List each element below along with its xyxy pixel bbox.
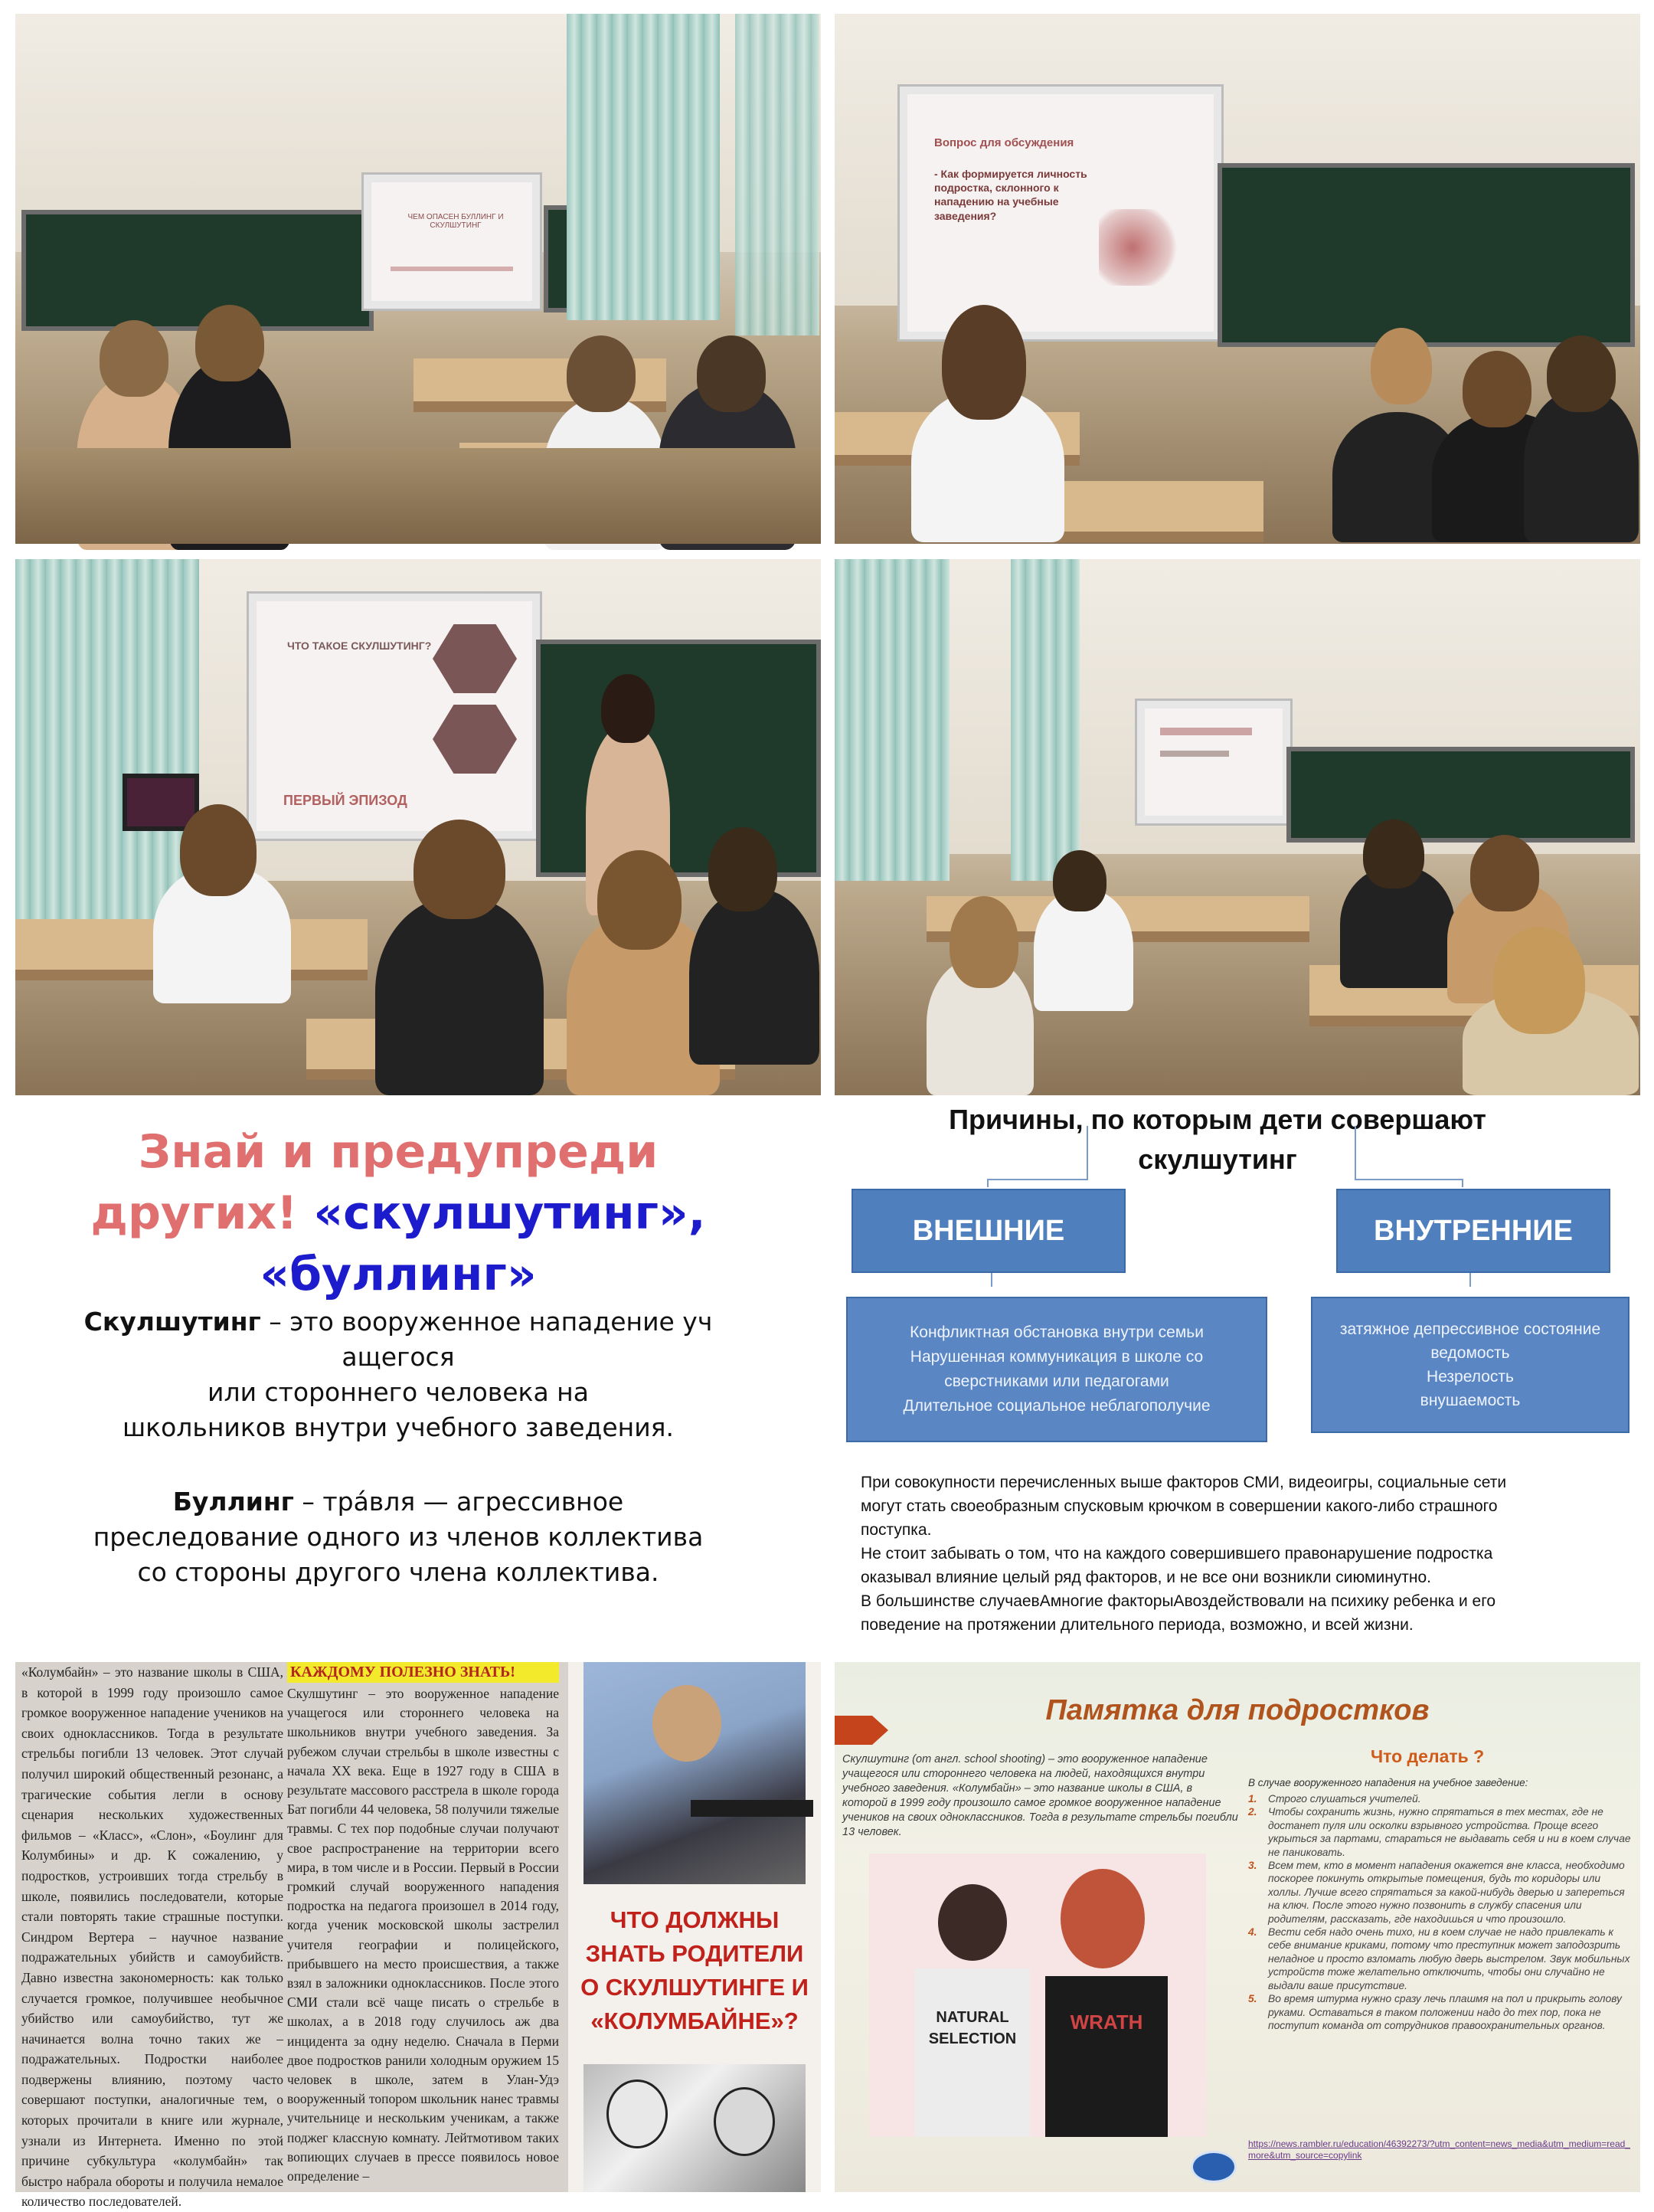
memo-list-number: 2. — [1248, 1806, 1257, 1818]
def1-text-c: или стороннего человека на — [208, 1377, 589, 1407]
illustration-head — [652, 1685, 721, 1762]
newspaper-clipping — [15, 1662, 821, 2210]
chalkboard — [536, 640, 821, 877]
def2-text-c: со стороны другого члена коллектива. — [137, 1557, 659, 1587]
def1-text-a: – это вооруженное нападение уч — [260, 1307, 713, 1337]
memo-list-text: Во время штурма нужно сразу лечь плашмя на пол и прикрыть голову руками. Оставаться в таком положении надо до тех пор, пока не поступит команда от сотрудников правоохранительных органов. — [1268, 1993, 1622, 2031]
illustration-rifle — [691, 1800, 813, 1817]
external-item-2: Нарушенная коммуникация в школе со — [910, 1348, 1204, 1366]
slide-title: ЧТО ТАКОЕ СКУЛШУТИНГ? — [287, 640, 432, 652]
slide-title: Вопрос для обсуждения — [934, 136, 1074, 149]
memo-title: Памятка для подростков — [1045, 1694, 1430, 1726]
newspaper-header: КАЖДОМУ ПОЛЕЗНО ЗНАТЬ! — [287, 1662, 559, 1683]
def1-term: Скулшутинг — [83, 1307, 261, 1337]
def2-term: Буллинг — [172, 1487, 294, 1517]
slide-footer: ПЕРВЫЙ ЭПИЗОД — [283, 793, 407, 808]
def1-line1 — [15, 1304, 781, 1340]
memo-what-to-do: Что делать ? — [1371, 1746, 1485, 1766]
student-head — [697, 335, 766, 412]
photo-classroom-2 — [835, 14, 1640, 544]
student — [689, 888, 819, 1065]
memo-list-number: 3. — [1248, 1860, 1257, 1872]
slide-hexagon — [433, 705, 517, 774]
projector-screen — [1137, 701, 1290, 823]
definition-skulshuting — [15, 1304, 781, 1445]
window-blinds-2 — [1011, 559, 1080, 881]
external-item-1: Конфликтная обстановка внутри семьи — [910, 1324, 1204, 1341]
slide-hexagon — [433, 624, 517, 693]
internal-item-4: внушаемость — [1420, 1392, 1521, 1409]
slide-decoration — [391, 267, 513, 271]
teen-right-head — [1061, 1869, 1145, 1968]
paragraph-line-5: оказывал влияние целый ряд факторов, и не все они возникли сиюминутно. — [861, 1569, 1432, 1586]
student-head — [1547, 335, 1616, 412]
def2-text-a: – тра́вля — агрессивное — [293, 1487, 624, 1517]
memo-list-number: 4. — [1248, 1926, 1257, 1939]
diagram-paragraph — [861, 1471, 1634, 1637]
window-blinds — [567, 14, 720, 320]
external-item-4: Длительное социальное неблагополучие — [903, 1397, 1211, 1415]
memo-list-item — [1248, 1805, 1631, 1859]
chalkboard — [1218, 163, 1635, 347]
poster-title-line2 — [15, 1183, 781, 1244]
memo-list-intro: В случае вооруженного нападения на учебное заведение: — [1248, 1777, 1528, 1788]
memo-list-item — [1248, 1992, 1631, 2032]
poster-title-line1: Знай и предупреди — [138, 1125, 659, 1179]
window-blinds — [15, 559, 199, 927]
poster-title-line2-red: других! — [90, 1186, 314, 1240]
student-head — [950, 896, 1018, 988]
def1-text-d: школьников внутри учебного заведения. — [122, 1412, 675, 1442]
slide-text: ЧЕМ ОПАСЕН БУЛЛИНГ И СКУЛШУТИНГ — [407, 213, 504, 230]
memo-left-text: Скулшутинг (от англ. school shooting) – это вооруженное нападение учащегося или стороннего человека на людей, находящихся внутри учебного заведения. «Колумбайн» – это название школы в США, в которой в 1999 году произошло самое громкое вооруженное нападение учеников на своих одноклассников. Тогда в результате стрельбы погибли 13 человек. — [842, 1753, 1238, 1838]
student — [375, 896, 544, 1095]
internal-box: ВНУТРЕННИЕ — [1336, 1189, 1610, 1273]
student-head — [100, 320, 168, 397]
newspaper-column-2 — [287, 1662, 559, 2192]
student-head — [1363, 820, 1424, 888]
memo-list-text: Чтобы сохранить жизнь, нужно спрятаться в тех местах, где не достанет пуля или осколки взрывного устройства. Проще всего укрыться за партами, стараться не выдавать себя и ни в коем случае не паниковать. — [1268, 1806, 1631, 1858]
definition-bulling — [15, 1484, 781, 1590]
photo-classroom-4 — [835, 559, 1640, 1095]
memo-illustration — [869, 1854, 1206, 2137]
student-head — [708, 827, 777, 911]
diagram-title-line1: Причины, по которым дети совершают — [949, 1104, 1486, 1135]
student-head — [414, 820, 505, 919]
projector-screen — [364, 175, 540, 309]
teacher-head — [601, 674, 655, 743]
window-blinds — [835, 559, 950, 881]
memo-list-item — [1248, 1926, 1631, 1992]
memo-for-teens — [835, 1662, 1640, 2192]
illustration-schoolboy — [583, 1662, 806, 1884]
internal-item-2: ведомость — [1430, 1344, 1510, 1362]
newspaper-column-2-text: Скулшутинг – это вооруженное нападение учащегося или стороннего человека на школьников внутри учебного заведения. За рубежом случаи стрельбы в школе известны с начала XX века. Еще в 1927 году в США в результате массового расстрела в школе города Бат погибли 44 человека, 58 получили тяжелые травмы. С тех пор подобные случаи получают свое распространение на территории всего мира, в том числе и в России. Первый в России громкий случай вооруженного нападения подростка на педагога произошел в 2014 году, когда ученик московской школы застрелил учителя географии и полицейского, прибывшего на место происшествия, а также взял в заложники одноклассников. После этого СМИ стали всё чаще писать о стрельбе в школах, а в 2018 году случилось аж два инцидента за одну неделю. Сначала в Перми двое подростков ранили холодным оружием 15 человек в школе, затем в Улан-Удэ вооруженный топором школьник нанес травмы учительнице и нескольким ученикам, а также поджег классную комнату. Лейтмотивом таких вопиющих случаев в прессе появилось новое определение – — [287, 1686, 559, 2184]
paragraph-line-6: В большинстве случаевАмногие факторыАвоздействовали на психику ребенка и его — [861, 1592, 1496, 1610]
causes-diagram — [835, 1095, 1640, 1654]
shirt-text-left: NATURAL SELECTION — [928, 2009, 1017, 2047]
student-head — [567, 335, 636, 412]
slide-decoration — [1160, 728, 1252, 735]
illustration-comic — [583, 2064, 806, 2192]
teen-left-head — [938, 1884, 1007, 1961]
comic-face — [606, 2079, 668, 2148]
paragraph-line-1: При совокупности перечисленных выше факторов СМИ, видеоигры, социальные сети — [861, 1474, 1507, 1491]
memo-list-item — [1248, 1792, 1631, 1805]
student-head — [1053, 850, 1106, 911]
paragraph-line-3: поступка. — [861, 1521, 932, 1539]
student-head — [1463, 351, 1531, 427]
external-item-3: сверстниками или педагогами — [944, 1373, 1169, 1390]
projector-screen — [249, 594, 540, 839]
internal-factors-box — [1311, 1297, 1629, 1433]
memo-list — [1248, 1792, 1631, 2032]
poster-title-line2-blue: «скулшутинг», — [313, 1186, 706, 1240]
student — [1524, 389, 1639, 542]
diagram-title-line2: скулшутинг — [1138, 1144, 1297, 1175]
student-head — [597, 850, 682, 950]
student-head — [1470, 835, 1539, 911]
floor — [15, 448, 821, 544]
memo-list-text: Вести себя надо очень тихо, ни в коем случае не надо привлекать к себе внимание криками, потому что преступник может заподозрить неладное и просто взломать любую дверь выстрелом. Звук мобильных устройств тоже желательно отключить, чтобы они случайно не выдали ваше присутствие. — [1268, 1926, 1630, 1991]
chalkboard — [21, 210, 374, 331]
internal-item-1: затяжное депрессивное состояние — [1339, 1320, 1601, 1338]
paragraph-line-7: поведение на протяжении длительного периода, возможно, и всей жизни. — [861, 1616, 1414, 1634]
student-head — [1371, 328, 1432, 404]
window-blinds-2 — [735, 14, 819, 335]
student-head — [1493, 927, 1585, 1034]
def2-text-b: преследование одного из членов коллектива — [93, 1522, 704, 1552]
photo-classroom-teacher — [15, 559, 821, 1095]
projector-screen — [900, 87, 1221, 339]
family-logo-icon — [1191, 2151, 1237, 2183]
slide-decoration — [1160, 751, 1229, 757]
teen-right-shirt — [1045, 1976, 1168, 2137]
shirt-text-right: WRATH — [1070, 2011, 1143, 2034]
newspaper-illustration — [568, 1662, 821, 2192]
newspaper-heading: ЧТО ДОЛЖНЫ ЗНАТЬ РОДИТЕЛИ О СКУЛШУТИНГЕ И «КОЛУМБАЙНЕ»? — [580, 1906, 809, 2034]
memo-list-text: Всем тем, кто в момент нападения окажется вне класса, необходимо поскорее покинуть открытые помещения, будь то коридоры или холлы. Лучше всего спрятаться за какой-нибудь дверью и запереться на ключ. После этого нужно позвонить в службу спасения или родителям, рассказать, где находишься и что произошло. — [1268, 1860, 1625, 1925]
comic-face — [714, 2087, 775, 2156]
newspaper-column-1: «Колумбайн» – это название школы в США, в которой в 1999 году произошло самое громкое вооруженное нападение учеников на своих одноклассников. Тогда в результате стрельбы погибли 13 человек. Этот случай получил широкий общественный резонанс, а трагические события легли в основу сценария нескольких художественных фильмов – «Класс», «Слон», «Боулинг для Колумбины» и др. К сожалению, у подростков, устроивших тогда стрельбу в школе, появились последователи, которые стали повторять такие страшные поступки. Синдром Вертера – научное название подражательных убийств и самоубийств. Давно известна закономерность: как только случается громкое, получившее необычное убийство или самоубийство, тут же начинается волна точно таких же – подражательных. Подростки наиболее подвержены влиянию, поэтому часто совершают поступки, аналогичные тем, о которых прочитали в книге или журнале, узнали из Интернета. Именно по этой причине субкультура «колумбайн» так быстро набрала обороты и получила немалое количество последователей. — [21, 1664, 283, 2210]
slide-text: - Как формируется личность подростка, склонного к нападению на учебные заведения? — [934, 168, 1087, 222]
paragraph-line-2: могут стать своеобразным спусковым крючком в совершении какого-либо страшного — [861, 1497, 1498, 1515]
memo-list-number: 1. — [1248, 1793, 1257, 1805]
chalkboard — [1286, 747, 1635, 843]
poster-definitions — [15, 1109, 821, 1645]
slide-image — [1099, 209, 1183, 286]
student-head — [195, 305, 264, 381]
teen-left-shirt — [915, 1968, 1030, 2137]
memo-source-link[interactable]: https://news.rambler.ru/education/46392273/?utm_content=news_media&utm_medium=read_more&utm_source=copylink — [1248, 2138, 1630, 2161]
memo-list-item — [1248, 1859, 1631, 1926]
def1-text-b: ащегося — [342, 1342, 455, 1372]
external-box: ВНЕШНИЕ — [852, 1189, 1126, 1273]
poster-title-line3: «буллинг» — [260, 1248, 537, 1301]
external-factors-box — [846, 1297, 1267, 1442]
memo-list-text: Строго слушаться учителей. — [1268, 1793, 1421, 1805]
paragraph-line-4: Не стоит забывать о том, что на каждого совершившего правонарушение подростка — [861, 1545, 1493, 1562]
def2-line1 — [15, 1484, 781, 1520]
photo-classroom-1 — [15, 14, 821, 544]
internal-item-3: Незрелость — [1427, 1368, 1514, 1386]
student-head — [180, 804, 257, 896]
memo-list-number: 5. — [1248, 1993, 1257, 2005]
poster-title — [15, 1121, 781, 1305]
student-head — [942, 305, 1026, 420]
